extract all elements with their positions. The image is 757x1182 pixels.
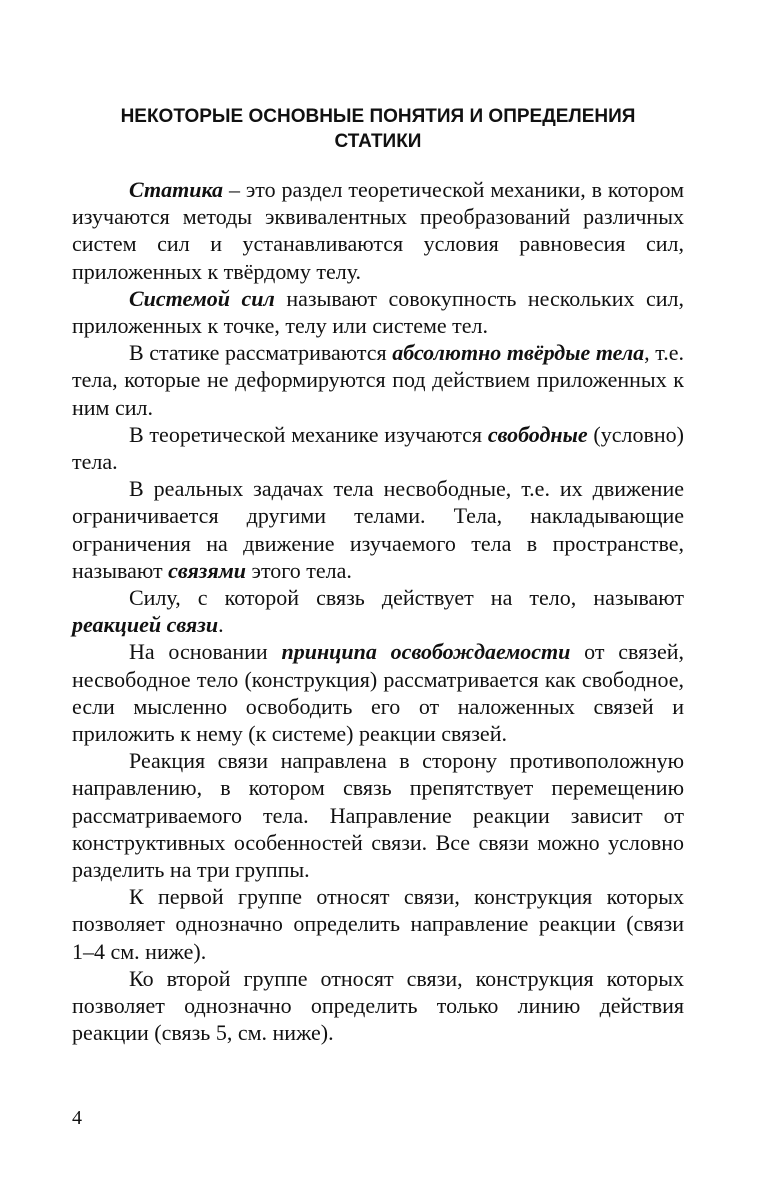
paragraph-text: Силу, с которой связь действует на тело, называют (129, 585, 684, 611)
paragraph-text: На основании (129, 639, 282, 665)
page-content (72, 104, 684, 1047)
paragraph-text: В реальных задачах тела несвободные, т.е. их движение ограничивается другими телами. Тела, накладывающие ограничения на движение изучаемого тела в пространстве, называют (72, 476, 684, 583)
body-text (72, 176, 684, 1047)
term-statics: Статика (129, 177, 224, 202)
term-release-principle: принципа освобождаемости (281, 639, 571, 665)
paragraph-reaction-direction: Реакция связи направлена в сторону противоположную направлению, в котором связь препятствует перемещению рассматриваемого тела. Направление реакции зависит от конструктивных особенностей связи. Все связи можно условно разделить на три группы. (72, 748, 684, 883)
paragraph-system-of-forces (72, 285, 684, 339)
paragraph-text: – это раздел теоретической механики, в котором изучаются методы эквивалентных преобразований различных систем сил и устанавливаются условия равновесия сил, приложенных к твёрдому телу. (72, 177, 684, 284)
paragraph-rigid-bodies (72, 339, 684, 421)
paragraph-free-bodies (72, 421, 684, 475)
term-constraints: связями (168, 557, 246, 583)
term-rigid-bodies: абсолютно твёрдые тела (392, 340, 645, 366)
paragraph-text: от связей, несвободное тело (конструкция) рассматривается как свободное, если мысленно освободить его от наложенных связей и приложить к нему (к системе) реакции связей. (72, 639, 684, 747)
paragraph-text: , т.е. тела, которые не деформируются под действием приложенных к ним сил. (72, 340, 684, 420)
paragraph-constraint-reaction (72, 584, 684, 638)
paragraph-text: (условно) тела. (72, 421, 684, 475)
paragraph-text: В статике рассматриваются (129, 340, 393, 366)
paragraph-text: называют совокупность нескольких сил, приложенных к точке, телу или системе тел. (72, 285, 685, 339)
page-number: 4 (72, 1107, 82, 1129)
term-constraint-reaction: реакцией связи (72, 612, 219, 638)
page-title-line-2: СТАТИКИ (334, 131, 422, 152)
term-system-of-forces: Системой сил (129, 285, 275, 311)
paragraph-text: . (218, 612, 224, 638)
term-free-bodies: свободные (487, 421, 588, 447)
paragraph-first-group: К первой группе относят связи, конструкция которых позволяет однозначно определить направление реакции (связи 1–4 см. ниже). (72, 884, 684, 964)
paragraph-release-principle (72, 638, 684, 747)
paragraph-text: этого тела. (246, 557, 352, 583)
paragraph-statics-definition (72, 176, 684, 285)
page-title-line-1: НЕКОТОРЫЕ ОСНОВНЫЕ ПОНЯТИЯ И ОПРЕДЕЛЕНИЯ (120, 106, 636, 127)
paragraph-text: В теоретической механике изучаются (129, 421, 488, 447)
paragraph-second-group: Ко второй группе относят связи, конструкция которых позволяет однозначно определить только линию действия реакции (связь 5, см. ниже). (72, 965, 684, 1046)
paragraph-constraints (72, 475, 684, 584)
page-title (72, 104, 684, 154)
